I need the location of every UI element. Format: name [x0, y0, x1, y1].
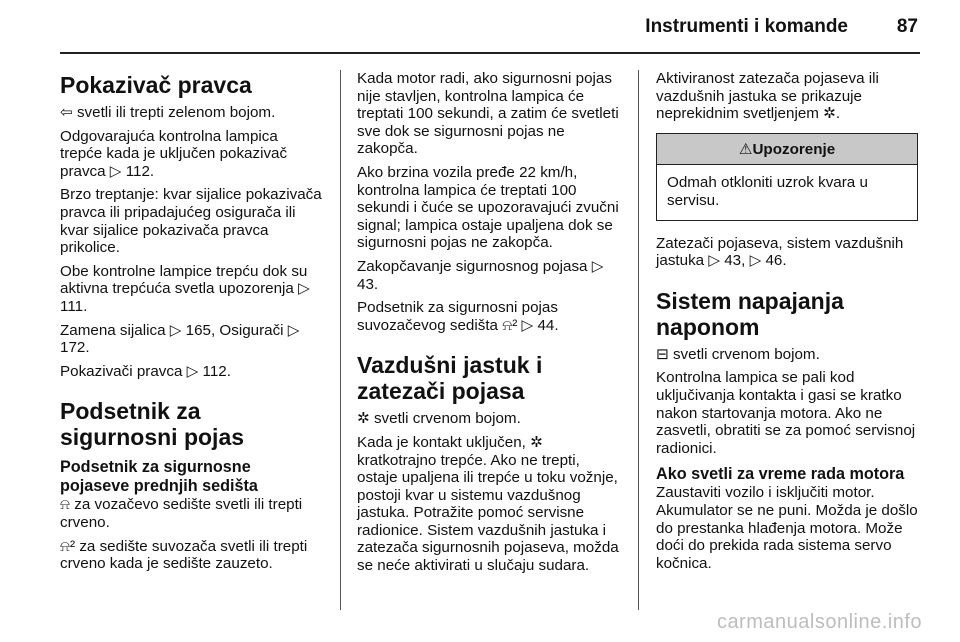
- subheading-engine-running: Ako svetli za vreme rada motora: [656, 465, 905, 484]
- paragraph: ⊟ svetli crvenom bojom.: [656, 345, 820, 363]
- watermark: carmanualsonline.info: [716, 611, 922, 633]
- paragraph: Zakopčavanje sigurnosnog pojasa ▷ 43.: [357, 257, 604, 293]
- heading-power-supply: Sistem napajanja naponom: [656, 287, 844, 340]
- paragraph: Ako brzina vozila pređe 22 km/h, kontrolna lampica će treptati 100 sekundi i čuće se upozoravajući zvučni signal; lampica ostaje upaljena dok se sigurnosni pojas ne zakopča.: [357, 163, 619, 252]
- paragraph: Zamena sijalica ▷ 165, Osigurači ▷ 172.: [60, 321, 300, 357]
- paragraph: Kada motor radi, ako sigurnosni pojas nije stavljen, kontrolna lampica će treptati 100 sekundi, a zatim će svetleti sve dok se sigurnosni pojas ne zakopča.: [357, 70, 619, 158]
- column-divider: [638, 70, 639, 610]
- paragraph: ⍾ za vozačevo sedište svetli ili trepti crveno.: [60, 496, 303, 531]
- paragraph: Kontrolna lampica se pali kod uključivanja kontakta i gasi se kratko nakon startovanja motora. Ako ne zasvetli, obratiti se za pomoć servisnoj radionici.: [656, 369, 916, 457]
- paragraph: Aktiviranost zatezača pojaseva ili vazdušnih jastuka se prikazuje neprekidnim svetljenjem ✲.: [656, 70, 879, 123]
- paragraph: Obe kontrolne lampice trepću dok su aktivna trepćuća svetla upozorenja ▷ 111.: [60, 262, 310, 315]
- paragraph: ⇦ svetli ili trepti zelenom bojom.: [60, 104, 276, 121]
- warning-title: ⚠Upozorenje: [657, 134, 917, 166]
- paragraph: Zaustaviti vozilo i isključiti motor. Akumulator se ne puni. Možda je došlo do prestanka hlađenja motora. Može doći do prekida rada sistema servo kočnica.: [656, 484, 918, 572]
- section-title: Instrumenti i komande: [645, 16, 848, 37]
- paragraph: ✲ svetli crvenom bojom.: [357, 410, 521, 428]
- warning-box: [656, 133, 918, 221]
- paragraph: Odgovarajuća kontrolna lampica trepće kada je uključen pokazivač pravca ▷ 112.: [60, 127, 288, 180]
- subheading-front-seats: Podsetnik za sigurnosne pojaseve prednjih sedišta: [60, 458, 258, 496]
- heading-turn-signal: Pokazivač pravca: [60, 72, 252, 98]
- page-header: [60, 0, 920, 54]
- paragraph: ⍾² za sedište suvozača svetli ili trepti crveno kada je sedište zauzeto.: [60, 537, 308, 573]
- column-divider: [340, 70, 341, 610]
- heading-airbag: Vazdušni jastuk i zatezači pojasa: [357, 352, 543, 405]
- paragraph: Pokazivači pravca ▷ 112.: [60, 362, 231, 380]
- column-middle: [357, 70, 621, 581]
- heading-seatbelt-reminder: Podsetnik za sigurnosni pojas: [60, 398, 245, 451]
- paragraph: Kada je kontakt uključen, ✲ kratkotrajno trepće. Ako ne trepti, ostaje upaljena ili trepće u toku vožnje, postoji kvar u sistemu vazdušnog jastuka. Potražite pomoć servisne radionice. Sistem vazdušnih jastuka i zatezača sigurnosnih pojaseva, možda se neće aktivirati u slučaju sudara.: [357, 433, 619, 575]
- paragraph: Zatezači pojaseva, sistem vazdušnih jastuka ▷ 43, ▷ 46.: [656, 234, 904, 270]
- column-right: [656, 70, 918, 578]
- warning-text: Odmah otkloniti uzrok kvara u servisu.: [667, 174, 868, 209]
- paragraph: Podsetnik za sigurnosni pojas suvozačevog sedišta ⍾² ▷ 44.: [357, 299, 559, 334]
- page-number: 87: [896, 16, 918, 37]
- paragraph: Brzo treptanje: kvar sijalice pokazivača pravca ili pripadajućeg osigurača ili kvar sijalice pokazivača pravca prikolice.: [60, 186, 322, 257]
- column-left: [60, 70, 322, 579]
